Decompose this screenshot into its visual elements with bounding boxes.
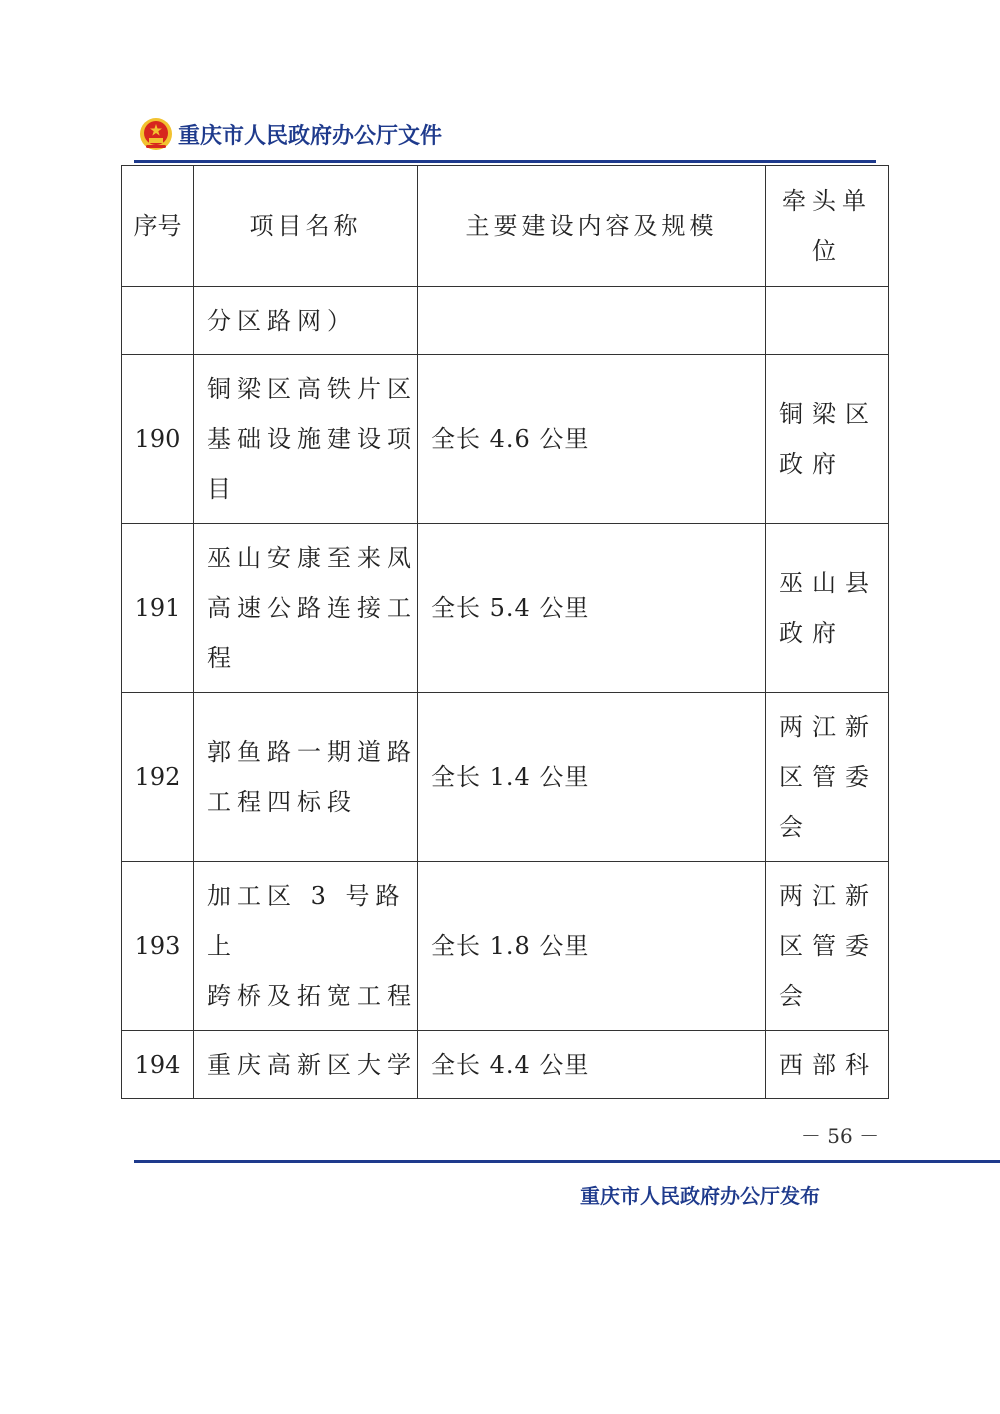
row-name-line: 巫山安康至来凤	[207, 544, 417, 572]
row-name-line: 工程四标段	[207, 788, 357, 816]
row-content: 全长 1.4 公里	[418, 693, 766, 862]
row-name-line: 铜梁区高铁片区	[207, 375, 417, 403]
table-row	[122, 1031, 889, 1099]
row-unit	[766, 1031, 889, 1099]
header-unit-line: 位	[812, 237, 842, 265]
table-row	[122, 693, 889, 862]
header-title: 重庆市人民政府办公厅文件	[178, 123, 443, 149]
row-name	[194, 524, 418, 693]
header-index: 序号	[122, 166, 194, 287]
row-index: 190	[122, 355, 194, 524]
row-unit-line: 会	[779, 982, 812, 1010]
table-row	[122, 862, 889, 1031]
row-index: 191	[122, 524, 194, 693]
row-name-line: 跨桥及拓宽工程	[207, 982, 417, 1010]
row-name-line: 郭鱼路一期道路	[207, 738, 417, 766]
row-unit-line: 两江新	[779, 882, 878, 910]
row-name-line: 加工区 3 号路上	[207, 882, 406, 960]
row-index: 192	[122, 693, 194, 862]
row-unit	[766, 355, 889, 524]
row-name-line: 高速公路连接工	[207, 594, 417, 622]
row-unit-line: 政府	[779, 619, 845, 647]
row-unit-line: 政府	[779, 450, 845, 478]
row-index: 194	[122, 1031, 194, 1099]
footer-publisher: 重庆市人民政府办公厅发布	[580, 1184, 820, 1208]
header-name: 项目名称	[194, 166, 418, 287]
row-name-line: 目	[207, 475, 237, 503]
table-header-row	[122, 166, 889, 287]
header-unit-line: 牵头单	[782, 187, 872, 215]
row-content: 全长 5.4 公里	[418, 524, 766, 693]
table-row	[122, 355, 889, 524]
row-unit-line: 西部科	[779, 1050, 878, 1079]
national-emblem-icon	[138, 116, 174, 152]
row-unit-line: 区管委	[779, 763, 878, 791]
row-unit	[766, 693, 889, 862]
row-name	[194, 355, 418, 524]
row-name-line: 程	[207, 644, 237, 672]
project-table	[121, 165, 889, 1099]
row-unit-line: 会	[779, 813, 812, 841]
table-row	[122, 287, 889, 355]
row-name	[194, 862, 418, 1031]
row-unit	[766, 862, 889, 1031]
row-content: 全长 1.8 公里	[418, 862, 766, 1031]
row-index	[122, 287, 194, 355]
table-row	[122, 524, 889, 693]
row-unit	[766, 287, 889, 355]
row-unit	[766, 524, 889, 693]
row-content	[418, 287, 766, 355]
header-content: 主要建设内容及规模	[418, 166, 766, 287]
row-content: 全长 4.6 公里	[418, 355, 766, 524]
row-unit-line: 两江新	[779, 713, 878, 741]
row-name	[194, 693, 418, 862]
row-name	[194, 1031, 418, 1099]
row-name-line: 分区路网）	[207, 306, 357, 335]
row-content: 全长 4.4 公里	[418, 1031, 766, 1099]
header-unit	[766, 166, 889, 287]
row-unit-line: 铜梁区	[779, 400, 878, 428]
footer-divider	[134, 1160, 1000, 1163]
row-name	[194, 287, 418, 355]
row-index: 193	[122, 862, 194, 1031]
row-name-line: 重庆高新区大学	[207, 1050, 417, 1079]
page-number: － 56 －	[800, 1124, 880, 1148]
document-header	[138, 112, 442, 156]
row-unit-line: 巫山县	[779, 569, 878, 597]
header-divider	[134, 160, 876, 163]
row-name-line: 基础设施建设项	[207, 425, 417, 453]
row-unit-line: 区管委	[779, 932, 878, 960]
